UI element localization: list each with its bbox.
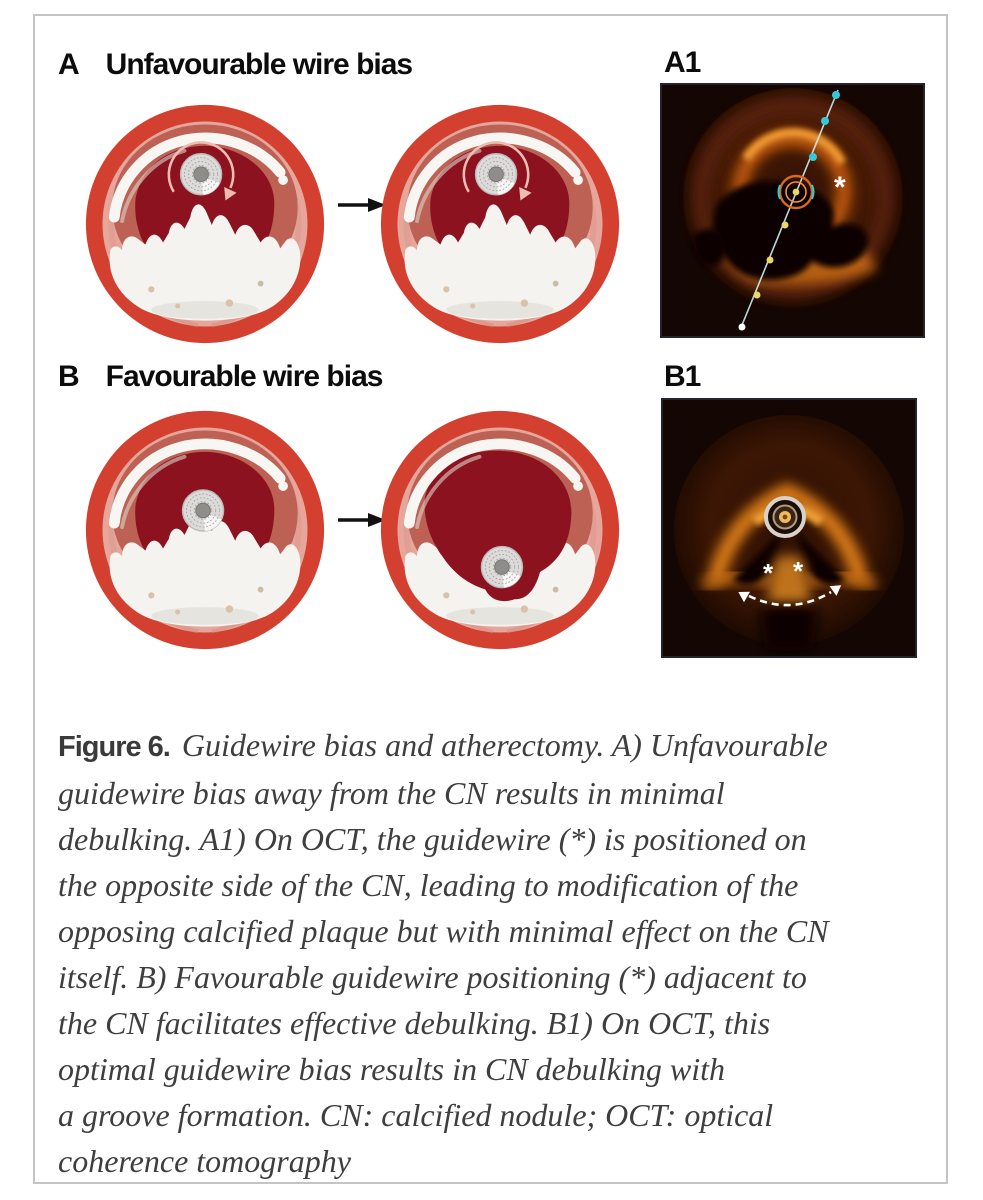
caption-line: the CN facilitates effective debulking. B1) On OCT, this [58,1005,771,1041]
caption-figure-label: Figure 6. [58,731,170,763]
caption-line: optimal guidewire bias results in CN debulking with [58,1051,725,1087]
caption-line: coherence tomography [58,1143,351,1179]
groove-asterisk-right: * [793,556,804,586]
panel-a-letter: A [58,48,79,81]
oct-image-b1 [661,398,917,658]
oct-image-a1 [660,83,925,338]
groove-asterisk-left: * [763,558,774,588]
caption-line: opposing calcified plaque but with minimal effect on the CN [58,913,829,949]
caption-line: guidewire bias away from the CN results in minimal [58,775,725,811]
panel-b-header [58,360,382,394]
caption-line: debulking. A1) On OCT, the guidewire (*) is positioned on [58,821,807,857]
caption-line: the opposite side of the CN, leading to modification of the [58,867,799,903]
vessel-illustration-a-after [378,102,622,346]
vessel-illustration-a-before [83,102,327,346]
figure-caption [58,722,926,1184]
panel-a1-label: A1 [664,46,701,79]
caption-line: itself. B) Favourable guidewire positioning (*) adjacent to [58,959,807,995]
oct-catheter-b1 [766,498,804,536]
panel-b-title: Favourable wire bias [105,360,383,393]
caption-line: a groove formation. CN: calcified nodule; OCT: optical [58,1097,774,1133]
panel-a-title: Unfavourable wire bias [105,48,413,81]
guidewire-asterisk-marker: * [834,171,846,204]
panel-a-header [58,48,412,82]
panel-b1-label: B1 [664,360,701,393]
vessel-illustration-b-before [83,408,327,652]
caption-line: Figure 6. Guidewire bias and atherectomy. A) Unfavourable [58,727,828,763]
vessel-illustration-b-after [378,408,622,652]
panel-b-letter: B [58,360,79,393]
